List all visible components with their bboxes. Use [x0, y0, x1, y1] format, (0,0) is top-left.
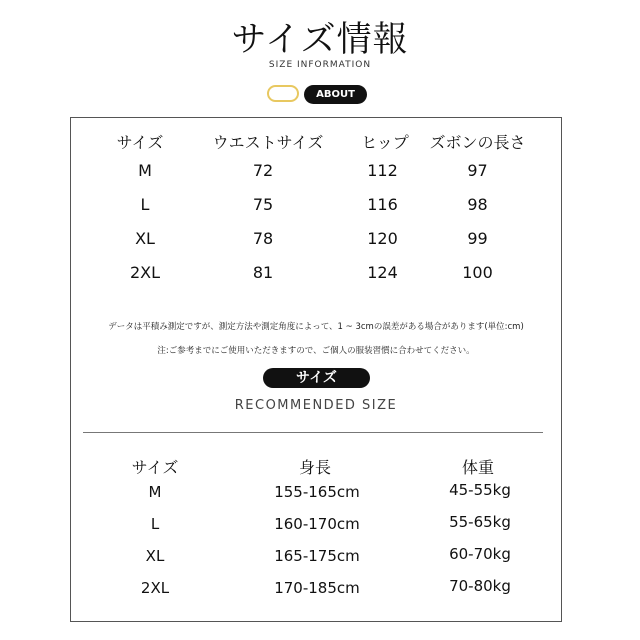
cell-pants-length: 97	[467, 161, 488, 180]
cell-height: 165-175cm	[274, 547, 360, 565]
page-subtitle: SIZE INFORMATION	[268, 60, 372, 70]
cell-height: 155-165cm	[274, 483, 360, 501]
cell-weight: 70-80kg	[449, 577, 511, 595]
header-weight: 体重	[461, 458, 494, 477]
cell-pants-length: 99	[467, 229, 488, 248]
cell-size: XL	[145, 547, 165, 565]
decorative-pill	[267, 85, 299, 102]
header-pants-length: ズボンの長さ	[429, 133, 526, 152]
header-waist: ウエストサイズ	[212, 133, 324, 152]
size-badge: サイズ	[263, 368, 370, 388]
cell-waist: 72	[252, 161, 274, 180]
cell-waist: 81	[252, 263, 274, 282]
cell-pants-length: 100	[462, 263, 493, 282]
cell-waist: 78	[252, 229, 274, 248]
cell-size: M	[148, 483, 162, 501]
cell-size: 2XL	[129, 263, 161, 282]
cell-weight: 60-70kg	[449, 545, 511, 563]
cell-weight: 45-55kg	[449, 481, 511, 499]
header-height: 身長	[298, 458, 331, 477]
divider	[83, 432, 543, 433]
cell-hip: 120	[367, 229, 398, 248]
cell-weight: 55-65kg	[449, 513, 511, 531]
recommended-size-subtitle: RECOMMENDED SIZE	[234, 398, 398, 413]
about-badge: ABOUT	[304, 85, 367, 104]
cell-size: L	[140, 195, 150, 214]
reference-note: 注:ご参考までにご使用いただきますので、ご個人の服装習慣に合わせてください。	[157, 346, 475, 356]
measurement-note: データは平積み測定ですが、測定方法や測定角度によって、1 ~ 3cmの誤差がある場合があります(単位:cm)	[108, 322, 524, 332]
cell-size: 2XL	[140, 579, 170, 597]
cell-hip: 112	[367, 161, 398, 180]
page-title: サイズ情報	[231, 20, 409, 60]
header-hip: ヒップ	[361, 133, 409, 152]
cell-pants-length: 98	[467, 195, 488, 214]
header-size: サイズ	[131, 458, 179, 477]
cell-size: L	[150, 515, 160, 533]
cell-waist: 75	[252, 195, 274, 214]
cell-size: M	[138, 161, 152, 180]
cell-height: 170-185cm	[274, 579, 360, 597]
cell-height: 160-170cm	[274, 515, 360, 533]
cell-hip: 116	[367, 195, 398, 214]
header-size: サイズ	[116, 133, 164, 152]
cell-size: XL	[135, 229, 155, 248]
cell-hip: 124	[367, 263, 398, 282]
